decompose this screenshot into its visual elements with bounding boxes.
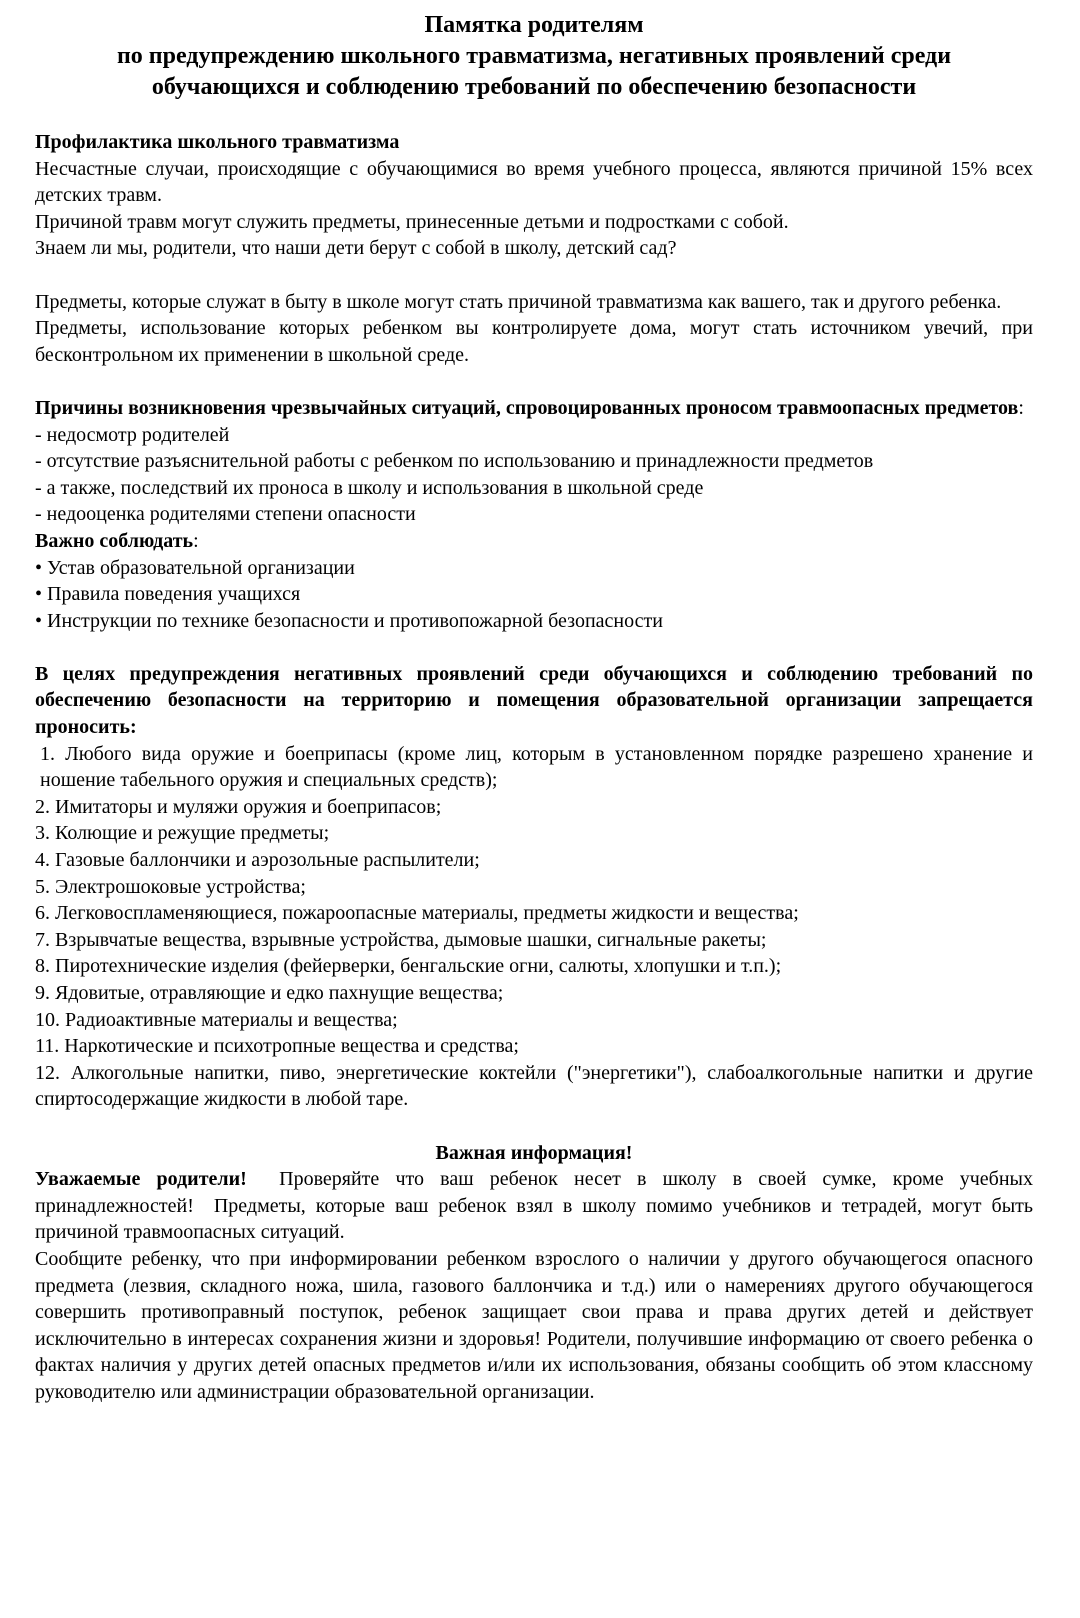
heading-suffix: : [1018,396,1024,419]
list-item: - недооценка родителями степени опасности [35,503,416,526]
bullet-item: • Устав образовательной организации [35,556,355,579]
list-item: 1. Любого вида оружие и боеприпасы (кроме лиц, которым в установленном порядке разрешено хранение и ношение табельного оружия и специальных средств); [40,742,1033,792]
title-line-3: обучающихся и соблюдению требований по обеспечению безопасности [151,74,917,100]
section-heading-emergency-causes [35,395,1033,422]
lead-bold: Уважаемые родители! [35,1168,247,1191]
document-title [35,10,1033,103]
heading-suffix: : [193,529,199,552]
bullet-item: • Правила поведения учащихся [35,583,301,606]
section-important-info [35,1140,1038,1406]
heading-text: Причины возникновения чрезвычайных ситуаций, спровоцированных проносом травмоопасных предметов [35,396,1019,419]
list-item: 11. Наркотические и психотропные вещества и средства; [35,1035,519,1058]
spacer [35,368,1033,395]
list-item: 2. Имитаторы и муляжи оружия и боеприпасов; [35,795,442,818]
list-item: 3. Колющие и режущие предметы; [35,822,330,845]
section-heading-important-info: Важная информация! [435,1141,633,1164]
lead-text: Проверяйте что ваш ребенок несет в школу в своей сумке, кроме учебных принадлежностей! Предметы, которые ваш ребенок взял в школу помимо учебников и тетрадей, могут быть причиной травмоопасных ситуаций. [35,1168,1038,1244]
list-item: - отсутствие разъяснительной работы с ребенком по использованию и принадлежности предметов [35,450,874,473]
section-injury-prevention [35,129,1033,368]
paragraph: Сообщите ребенку, что при информировании ребенком взрослого о наличии у другого обучающегося опасного предмета (лезвия, складного ножа, шила, газового баллончика и т.д.) или о намерениях другого обучающегося совершить противоправный поступок, ребенок защищает свои права и права других детей и действует исключительно в интересах сохранения жизни и здоровья! Родители, получившие информацию от своего ребенка о фактах наличия у других детей опасных предметов и/или их использования, обязаны сообщить об этом классному руководителю или администрации образовательной организации. [35,1247,1033,1403]
section-heading-prohibited-items: В целях предупреждения негативных проявлений среди обучающихся и соблюдению требований по обеспечению безопасности на территорию и помещения образовательной организации запрещается проносить: [35,662,1033,739]
list-item: 5. Электрошоковые устройства; [35,875,306,898]
title-line-2: по предупреждению школьного травматизма, негативных проявлений среди [116,43,952,69]
spacer [35,262,1033,289]
important-heading [35,528,1033,555]
paragraph: Предметы, которые служат в быту в школе могут стать причиной травматизма как вашего, так и другого ребенка. [35,290,1002,313]
title-line-1: Памятка родителям [424,12,644,38]
list-item: 8. Пиротехнические изделия (фейерверки, бенгальские огни, салюты, хлопушки и т.п.); [35,955,782,978]
list-item: 9. Ядовитые, отравляющие и едко пахнущие вещества; [35,982,504,1004]
heading-text: Важно соблюдать [35,529,194,552]
bullet-item: • Инструкции по технике безопасности и противопожарной безопасности [35,609,663,632]
paragraph: Предметы, использование которых ребенком вы контролируете дома, могут стать источником увечий, при бесконтрольном их применении в школьной среде. [35,317,1033,366]
list-item: 10. Радиоактивные материалы и вещества; [35,1008,398,1031]
list-item: - недосмотр родителей [35,423,230,446]
paragraph: Причиной травм могут служить предметы, принесенные детьми и подростками с собой. [35,210,789,233]
paragraph [35,1166,1038,1246]
list-item: 7. Взрывчатые вещества, взрывные устройства, дымовые шашки, сигнальные ракеты; [35,928,767,951]
section-emergency-causes [35,395,1033,634]
list-item: 6. Легковоспламеняющиеся, пожароопасные материалы, предметы жидкости и вещества; [35,902,799,925]
spacer [35,634,1033,661]
paragraph: Знаем ли мы, родители, что наши дети берут с собой в школу, детский сад? [35,237,677,260]
paragraph: Несчастные случаи, происходящие с обучающимися во время учебного процесса, являются причиной 15% всех детских травм. [35,157,1033,207]
spacer [35,1113,1033,1140]
section-heading-injury-prevention: Профилактика школьного травматизма [35,131,400,153]
list-item: 12. Алкогольные напитки, пиво, энергетические коктейли ("энергетики"), слабоалкогольные напитки и другие спиртосодержащие жидкости в любой таре. [35,1061,1033,1111]
list-item: 4. Газовые баллончики и аэрозольные распылители; [35,849,480,872]
section-prohibited-items [35,661,1033,1113]
list-item: - а также, последствий их проноса в школу и использования в школьной среде [35,476,704,499]
